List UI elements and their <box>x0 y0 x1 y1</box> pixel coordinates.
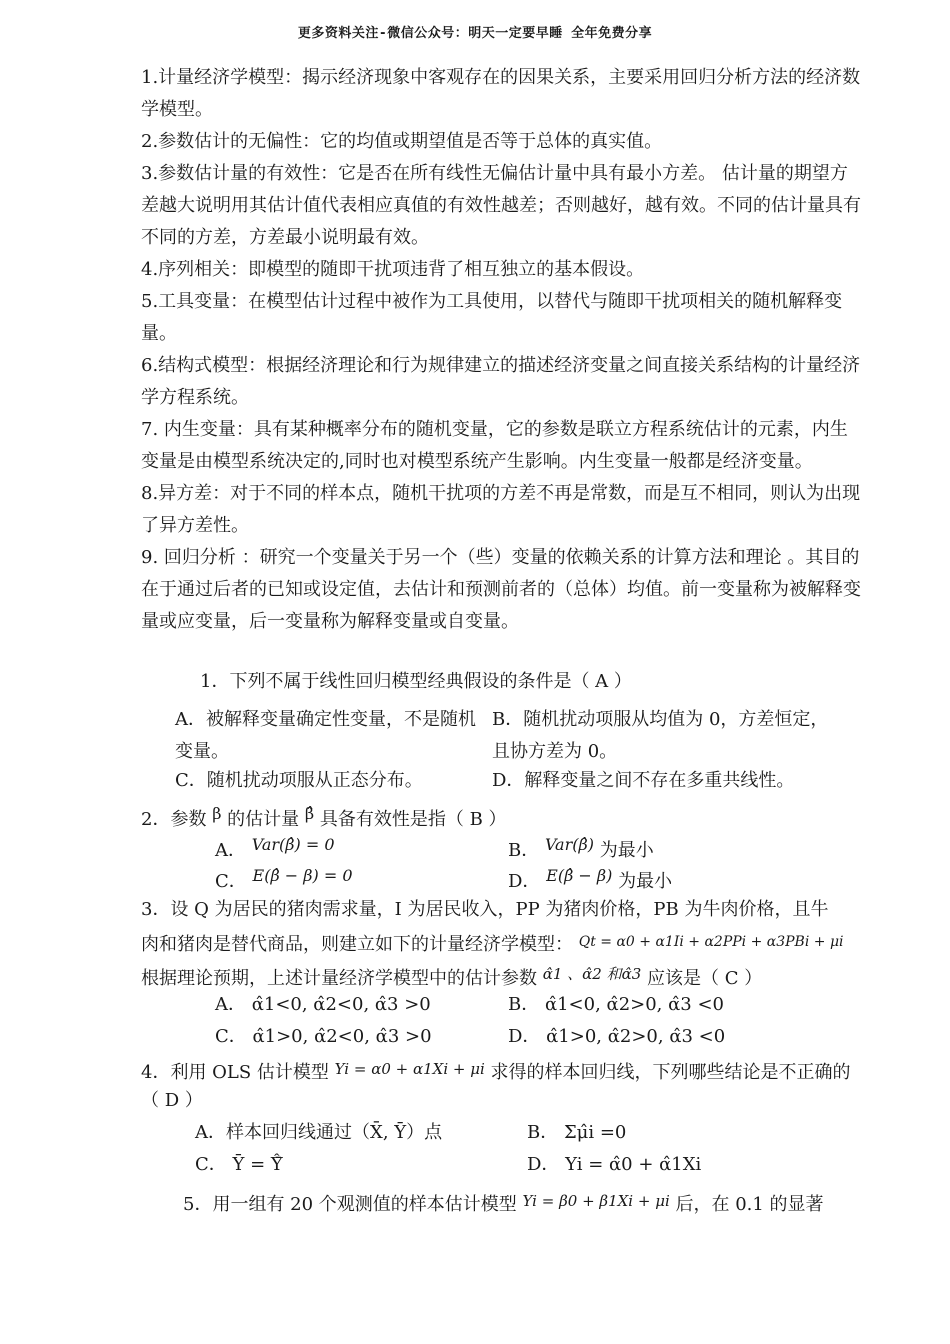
option-label: A． <box>215 840 246 861</box>
question-3-params: α̂1 、α̂2 和α̂3 <box>542 965 642 983</box>
question-1-option-c: C．随机扰动项服从正态分布。 <box>175 770 423 791</box>
question-5-model-formula: Yi = β0 + β1Xi + μi <box>522 1192 670 1210</box>
question-3-option-d: D． α̂1>0, α̂2>0, α̂3 <0 <box>508 1026 726 1047</box>
option-label: C． <box>215 871 247 892</box>
option-formula: Var(β̂) <box>544 835 594 854</box>
beta-hat-symbol: β̂ <box>304 804 315 823</box>
option-tail: 为最小 <box>599 840 654 861</box>
page-header: 更多资料关注-微信公众号：明天一定要早睡 全年免费分享 <box>297 26 653 41</box>
option-formula: E(β̂ − β) <box>546 866 613 885</box>
question-3-option-a: A． α̂1<0, α̂2<0, α̂3 >0 <box>215 994 431 1015</box>
question-4-answer: （ D ） <box>141 1090 203 1111</box>
question-2-stem-part: 具备有效性是指（ B ） <box>319 809 507 830</box>
question-4-option-b: B． Σμ̂i =0 <box>527 1122 627 1143</box>
definition-item: 7. 内生变量：具有某种概率分布的随机变量，它的参数是联立方程系统估计的元素，内生变量是由模型系统决定的,同时也对模型系统产生影响。内生变量一般都是经济变量。 <box>141 419 848 472</box>
question-4-option-d: D． Yi = α̂0 + α̂1Xi <box>527 1154 702 1175</box>
definition-item: 3.参数估计量的有效性：它是否在所有线性无偏估计量中具有最小方差。 估计量的期望方差越大说明用其估计值代表相应真值的有效性越差；否则越好，越有效。不同的估计量具有不同的方差，方差最小说明最有效。 <box>141 163 861 248</box>
question-3-line-3 <box>141 959 762 994</box>
beta-symbol: β <box>212 804 222 823</box>
question-4-text: 4．利用 OLS 估计模型 <box>141 1062 329 1083</box>
question-3-line-1: 3．设 Q 为居民的猪肉需求量，I 为居民收入，PP 为猪肉价格，PB 为牛肉价格，且牛 <box>141 899 829 920</box>
question-5-text: 5．用一组有 20 个观测值的样本估计模型 <box>183 1194 517 1215</box>
option-label: D． <box>508 871 541 892</box>
question-1-option-a: A．被解释变量确定性变量，不是随机变量。 <box>175 709 476 762</box>
question-4-text: 求得的样本回归线，下列哪些结论是不正确的 <box>490 1062 851 1083</box>
question-3-option-c: C． α̂1>0, α̂2<0, α̂3 >0 <box>215 1026 432 1047</box>
option-formula: E(β̂ − β) = 0 <box>252 866 353 885</box>
question-3-line-2 <box>141 927 844 960</box>
question-3-option-b: B． α̂1<0, α̂2>0, α̂3 <0 <box>508 994 724 1015</box>
definition-item: 8.异方差：对于不同的样本点，随机干扰项的方差不再是常数，而是互不相同，则认为出现了异方差性。 <box>141 483 861 536</box>
question-4-option-c: C． Ȳ = Ŷ̄ <box>195 1154 283 1175</box>
question-4-option-a: A．样本回归线通过（X̄, Ȳ）点 <box>195 1122 443 1143</box>
question-2-stem-part: 2．参数 <box>141 809 207 830</box>
definition-item: 5.工具变量：在模型估计过程中被作为工具使用，以替代与随即干扰项相关的随机解释变量。 <box>141 291 843 344</box>
question-4-model-formula: Yi = α0 + α1Xi + μi <box>334 1060 485 1078</box>
question-3-model-formula: Qt = α0 + α1Ii + α2PPi + α3PBi + μi <box>578 934 844 950</box>
definitions-list <box>141 62 863 638</box>
option-tail: 为最小 <box>618 871 673 892</box>
question-2-option-c <box>215 861 353 897</box>
definition-item: 1.计量经济学模型：揭示经济现象中客观存在的因果关系，主要采用回归分析方法的经济数学模型。 <box>141 67 861 120</box>
definition-item: 9. 回归分析 ：研究一个变量关于另一个（些）变量的依赖关系的计算方法和理论 。其目的在于通过后者的已知或设定值，去估计和预测前者的（总体）均值。前一变量称为被解释变量或应变量，后一变量称为解释变量或自变量。 <box>141 547 861 632</box>
option-label: B． <box>508 840 540 861</box>
question-5-stem <box>183 1186 824 1220</box>
definition-item: 4.序列相关：即模型的随即干扰项违背了相互独立的基本假设。 <box>141 259 645 280</box>
definition-item: 6.结构式模型：根据经济理论和行为规律建立的描述经济变量之间直接关系结构的计量经济学方程系统。 <box>141 355 861 408</box>
question-4-stem <box>141 1054 851 1088</box>
question-2-option-d <box>508 861 672 897</box>
option-formula: Var(β̂) = 0 <box>251 835 335 854</box>
question-1-option-d: D．解释变量之间不存在多重共线性。 <box>492 770 795 791</box>
question-3-text: 肉和猪肉是替代商品，则建立如下的计量经济学模型： <box>141 934 573 955</box>
question-3-text: 应该是（ C ） <box>647 968 763 989</box>
question-1-stem: 1．下列不属于线性回归模型经典假设的条件是（ A ） <box>200 671 632 692</box>
question-5-text: 后，在 0.1 的显著 <box>675 1194 824 1215</box>
question-1-option-b: B．随机扰动项服从均值为 0，方差恒定，且协方差为 0。 <box>492 709 829 762</box>
definition-item: 2.参数估计的无偏性：它的均值或期望值是否等于总体的真实值。 <box>141 131 663 152</box>
question-2-stem-part: 的估计量 <box>227 809 300 830</box>
question-3-text: 根据理论预期，上述计量经济学模型中的估计参数 <box>141 968 537 989</box>
